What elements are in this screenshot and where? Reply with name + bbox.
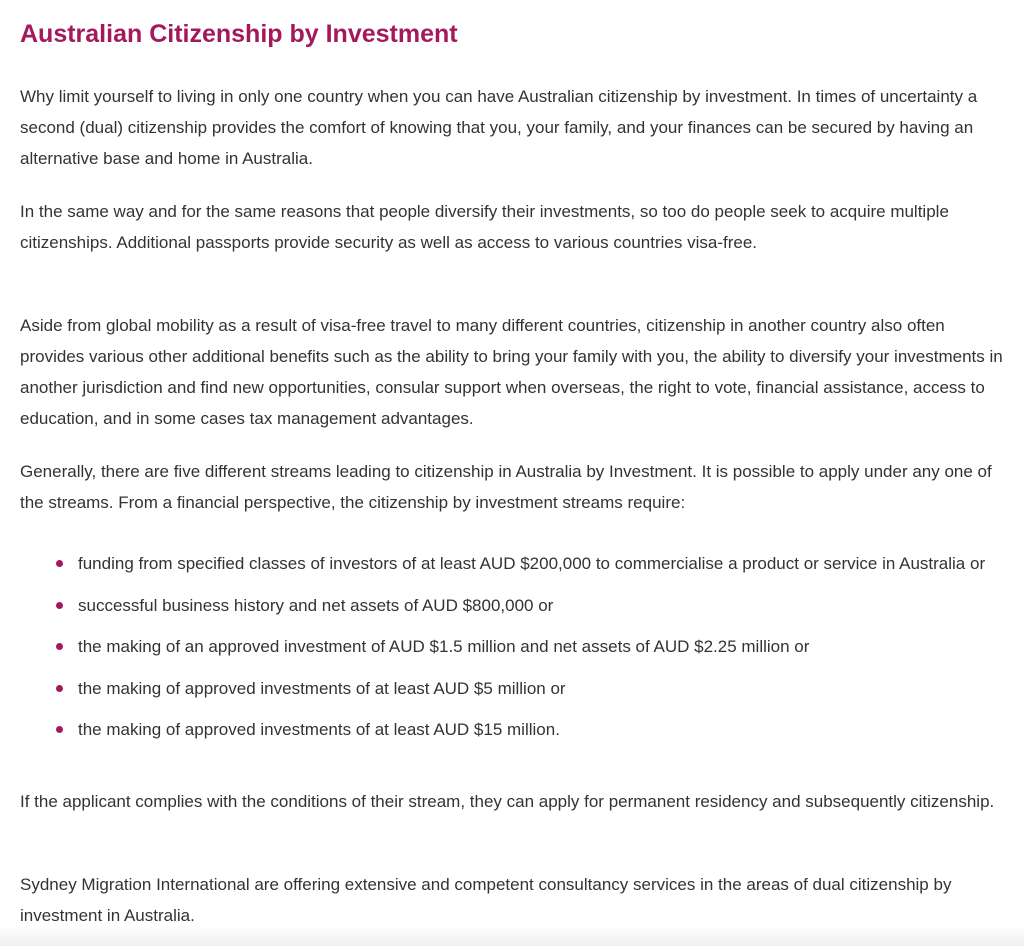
bullet-icon xyxy=(56,560,63,567)
list-item xyxy=(20,595,1005,616)
intro-paragraph-3: Aside from global mobility as a result of visa-free travel to many different countries, citizenship in another country also often provides various other additional benefits such as the ability to bring your family with you, the ability to diversify your investments in another jurisdiction and find new opportunities, consular support when overseas, the right to vote, financial assistance, access to education, and in some cases tax management advantages. xyxy=(20,316,1003,428)
closing-paragraph-2: Sydney Migration International are offering extensive and competent consultancy services in the areas of dual citizenship by investment in Australia. xyxy=(20,875,952,925)
list-item xyxy=(20,636,1005,657)
requirements-list xyxy=(20,553,1005,740)
bullet-icon xyxy=(56,685,63,692)
requirement-text: successful business history and net assets of AUD $800,000 or xyxy=(78,596,554,615)
page-title: Australian Citizenship by Investment xyxy=(20,20,458,48)
page-bottom-shadow xyxy=(0,926,1024,946)
closing-paragraph-1: If the applicant complies with the conditions of their stream, they can apply for permanent residency and subsequently citizenship. xyxy=(20,792,995,811)
requirement-text: the making of an approved investment of AUD $1.5 million and net assets of AUD $2.25 million or xyxy=(78,637,810,656)
bullet-icon xyxy=(56,643,63,650)
intro-paragraph-4: Generally, there are five different streams leading to citizenship in Australia by Investment. It is possible to apply under any one of the streams. From a financial perspective, the citizenship by investment streams require: xyxy=(20,462,992,512)
list-item xyxy=(20,553,1005,574)
list-item xyxy=(20,719,1005,740)
requirement-text: the making of approved investments of at least AUD $15 million. xyxy=(78,720,560,739)
bullet-icon xyxy=(56,726,63,733)
requirement-text: funding from specified classes of investors of at least AUD $200,000 to commercialise a product or service in Australia or xyxy=(78,554,986,573)
requirement-text: the making of approved investments of at least AUD $5 million or xyxy=(78,679,566,698)
intro-paragraph-1: Why limit yourself to living in only one country when you can have Australian citizenship by investment. In times of uncertainty a second (dual) citizenship provides the comfort of knowing that you, your family, and your finances can be secured by having an alternative base and home in Australia. xyxy=(20,87,978,168)
intro-paragraph-2: In the same way and for the same reasons that people diversify their investments, so too do people seek to acquire multiple citizenships. Additional passports provide security as well as access to various countries visa-free. xyxy=(20,202,949,252)
bullet-icon xyxy=(56,602,63,609)
list-item xyxy=(20,678,1005,699)
